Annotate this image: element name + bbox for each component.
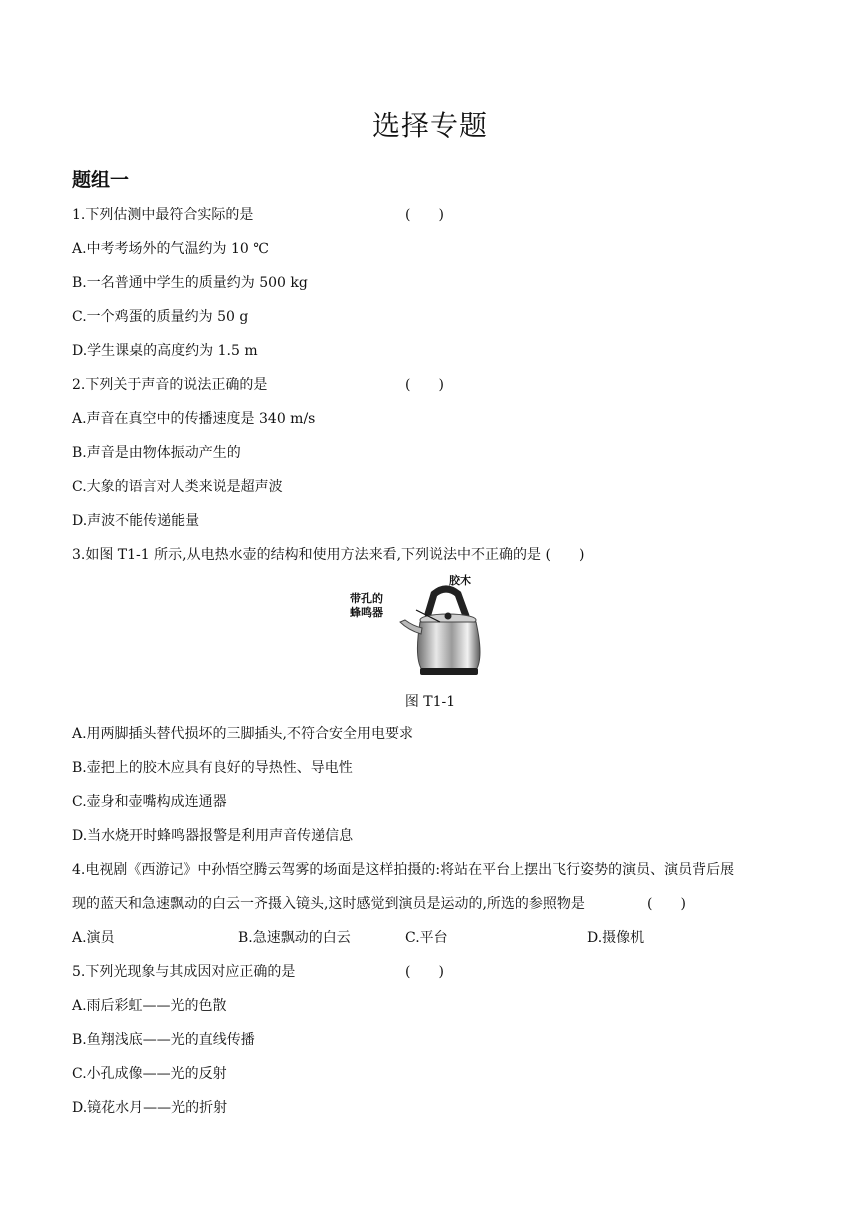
q2-option-b: B.声音是由物体振动产生的 — [72, 445, 241, 461]
q5-option-c: C.小孔成像——光的反射 — [72, 1066, 227, 1082]
q5-stem: 5.下列光现象与其成因对应正确的是 — [72, 964, 296, 980]
q2-option-d: D.声波不能传递能量 — [72, 513, 200, 529]
page-title: 选择专题 — [371, 109, 488, 142]
q5-option-d: D.镜花水月——光的折射 — [72, 1100, 228, 1116]
q4-option-d: D.摄像机 — [587, 930, 645, 946]
q2-option-a: A.声音在真空中的传播速度是 340 m/s — [72, 411, 316, 427]
q4-option-c: C.平台 — [405, 930, 448, 946]
q3-option-d: D.当水烧开时蜂鸣器报警是利用声音传递信息 — [72, 828, 354, 844]
buzzer-label-line2: 蜂鸣器 — [350, 606, 383, 619]
q3-option-a: A.用两脚插头替代损坏的三脚插头,不符合安全用电要求 — [72, 726, 414, 742]
q4-stem-line2: 现的蓝天和急速飘动的白云一齐摄入镜头,这时感觉到演员是运动的,所选的参照物是 — [72, 896, 585, 912]
q4-answer-paren: ( ) — [647, 896, 686, 912]
group-title: 题组一 — [72, 169, 130, 191]
q2-stem: 2.下列关于声音的说法正确的是 — [72, 377, 268, 393]
q5-option-b: B.鱼翔浅底——光的直线传播 — [72, 1032, 255, 1048]
q1-option-d: D.学生课桌的高度约为 1.5 m — [72, 343, 258, 359]
handle-label: 胶木 — [449, 574, 471, 587]
q1-answer-paren: ( ) — [405, 207, 444, 223]
q1-option-b: B.一名普通中学生的质量约为 500 kg — [72, 275, 308, 291]
q3-option-c: C.壶身和壶嘴构成连通器 — [72, 794, 227, 810]
q5-answer-paren: ( ) — [405, 964, 444, 980]
q2-answer-paren: ( ) — [405, 377, 444, 393]
q4-option-b: B.急速飘动的白云 — [238, 930, 351, 946]
q2-option-c: C.大象的语言对人类来说是超声波 — [72, 479, 283, 495]
q3-option-b: B.壶把上的胶木应具有良好的导热性、导电性 — [72, 760, 353, 776]
buzzer-label-line1: 带孔的 — [350, 592, 383, 605]
q4-stem-line1: 4.电视剧《西游记》中孙悟空腾云驾雾的场面是这样拍摄的:将站在平台上摆出飞行姿势的演员、演员背后展 — [72, 862, 735, 878]
q1-stem: 1.下列估测中最符合实际的是 — [72, 207, 254, 223]
q4-option-a: A.演员 — [72, 930, 115, 946]
q5-option-a: A.雨后彩虹——光的色散 — [72, 998, 227, 1014]
q3-stem: 3.如图 T1-1 所示,从电热水壶的结构和使用方法来看,下列说法中不正确的是 ( ) — [72, 547, 585, 563]
q1-option-a: A.中考考场外的气温约为 10 ℃ — [72, 241, 269, 257]
figure-caption: 图 T1-1 — [404, 694, 456, 710]
kettle-figure — [350, 572, 490, 680]
q1-option-c: C.一个鸡蛋的质量约为 50 g — [72, 309, 249, 325]
